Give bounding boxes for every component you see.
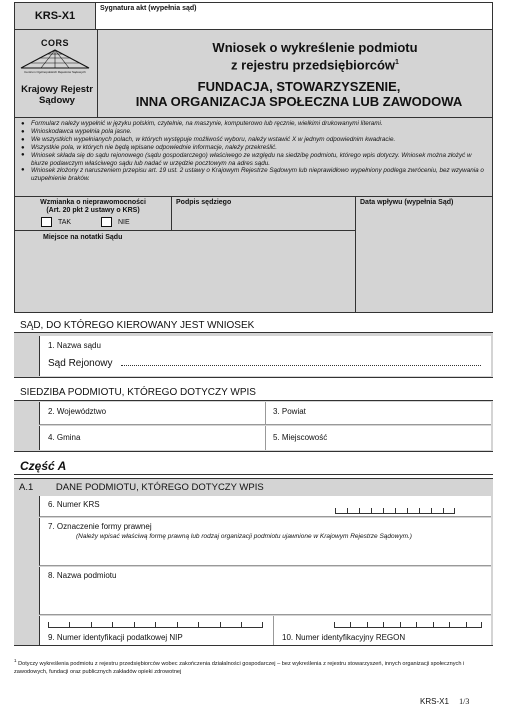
legal-rep-options — [41, 217, 171, 227]
form-title-line1: Wniosek o wykreślenie podmiotu — [212, 40, 418, 55]
logo-emblem-icon — [19, 48, 91, 70]
voivodeship-label: 2. Województwo — [48, 407, 107, 416]
court-section-heading: SĄD, DO KTÓREGO KIEROWANY JEST WNIOSEK — [20, 320, 255, 331]
registry-name — [17, 84, 97, 106]
nip-field[interactable] — [39, 616, 274, 645]
part-a-rule — [14, 474, 493, 475]
header-panel — [14, 29, 493, 118]
instructions-list — [19, 120, 488, 182]
entity-name-label: 8. Nazwa podmiotu — [48, 571, 117, 580]
krs-number-field[interactable] — [39, 496, 491, 517]
court-name-field[interactable] — [39, 336, 491, 376]
yes-label: TAK — [57, 218, 72, 226]
instruction-item: ● Formularz należy wypełnić w języku polskim, czytelnie, na maszynie, komputerowo lub ręcznie, wielkimi drukowanymi literami. — [19, 120, 488, 128]
received-date-cell — [355, 197, 492, 312]
yes-checkbox[interactable] — [41, 217, 52, 227]
court-section-body — [14, 332, 493, 378]
logo-text: CORS — [40, 38, 69, 48]
commune-label: 4. Gmina — [48, 433, 81, 442]
logo-subtext: Centrum Ogólnopolskich Rejestrów Sądowych — [24, 70, 86, 74]
no-checkbox[interactable] — [101, 217, 112, 227]
form-subtitle-line2: INNA ORGANIZACJA SPOŁECZNA LUB ZAWODOWA — [135, 94, 463, 109]
regon-combs — [334, 621, 482, 628]
footer-page-number: 1/3 — [459, 697, 470, 706]
section-a1-code: A.1 — [19, 482, 34, 493]
form-subtitle — [109, 79, 489, 109]
case-signature-label: Sygnatura akt (wypełnia sąd) — [100, 5, 197, 12]
form-subtitle-line1: FUNDACJA, STOWARZYSZENIE, — [197, 79, 401, 94]
part-a-heading: Część A — [20, 459, 67, 473]
regon-label: 10. Numer identyfikacyjny REGON — [282, 633, 406, 642]
judge-signature-label: Podpis sędziego — [176, 199, 232, 206]
legal-rep-cell — [15, 197, 172, 231]
footer-form-code: KRS-X1 — [420, 697, 449, 706]
form-code-cell — [14, 2, 96, 30]
form-title — [165, 40, 465, 72]
cors-logo — [19, 38, 91, 82]
seat-section-heading: SIEDZIBA PODMIOTU, KTÓREGO DOTYCZY WPIS — [20, 387, 256, 398]
registry-name-line2: Sądowy — [39, 95, 75, 106]
legal-rep-label-line2: (Art. 20 pkt 2 ustawy o KRS) — [46, 207, 140, 214]
footnote-text: Dotyczy wykreślenia podmiotu z rejestru przedsiębiorców wobec zakończenia działalności gospodarczej – bez wykreślenia z rejestru stowarzyszeń, innych organizacji społecznych i zawodowych, fundacji oraz publicznych zakładów opieki zdrowotnej — [14, 660, 465, 675]
form-title-footnote-mark: 1 — [395, 59, 399, 66]
krs-number-combs — [335, 507, 455, 514]
nip-combs — [48, 621, 263, 628]
nip-label: 9. Numer identyfikacji podatkowej NIP — [48, 633, 183, 642]
county-label: 3. Powiat — [273, 407, 306, 416]
krs-number-label: 6. Numer KRS — [48, 500, 100, 509]
received-date-label: Data wpływu (wypełnia Sąd) — [360, 199, 454, 206]
regon-field[interactable] — [274, 616, 491, 645]
voivodeship-field[interactable] — [39, 402, 266, 425]
legal-form-note: (Należy wpisać właściwą formę prawną lub rodzaj organizacji podmiotu ujawnione w Krajowym Rejestrze Sądowym.) — [76, 533, 412, 540]
entity-name-field[interactable] — [39, 567, 491, 615]
form-code: KRS-X1 — [34, 10, 76, 22]
court-notes-label: Miejsce na notatki Sądu — [43, 234, 123, 241]
section-a1-title: DANE PODMIOTU, KTÓREGO DOTYCZY WPIS — [55, 482, 264, 493]
case-signature-field[interactable] — [95, 2, 493, 30]
section-a1-panel — [14, 478, 493, 646]
footnote-mark: 1 — [14, 658, 17, 663]
section-a1-header — [19, 482, 264, 493]
locality-label: 5. Miejscowość — [273, 433, 328, 442]
court-name-line — [48, 357, 491, 369]
instruction-item: ● Wnioskodawca wypełnia pola jasne. — [19, 128, 488, 136]
instructions-panel — [14, 117, 493, 197]
court-name-dots — [121, 357, 481, 366]
instruction-item: ● Wniosek składa się do sądu rejonowego (sądu gospodarczego) właściwego ze względu na siedzibę podmiotu, którego wpis dotyczy. Wniosek można złożyć w biurze podawczym właściwego sądu lub nadać w urzędzie pocztowym na adres sądu. — [19, 152, 488, 167]
instruction-item: ● Wniosek złożony z naruszeniem przepisu art. 19 ust. 2 ustawy o Krajowym Rejestrze Sądowym lub nieprawidłowo wypełniony podlega zwróceniu, bez wzywania o uzupełnienie braków. — [19, 167, 488, 182]
court-name-prefix: Sąd Rejonowy — [48, 358, 113, 369]
legal-rep-label-line1: Wzmianka o nieprawomocności — [40, 199, 146, 206]
locality-field[interactable] — [266, 426, 491, 450]
instruction-item: ● Wszystkie pola, w których nie będą wpisane odpowiednie informacje, należy przekreślić. — [19, 144, 488, 152]
court-name-label: 1. Nazwa sądu — [48, 341, 101, 350]
court-use-panel — [14, 196, 493, 313]
registry-name-line1: Krajowy Rejestr — [21, 84, 93, 95]
legal-form-field[interactable] — [39, 518, 491, 566]
commune-field[interactable] — [39, 426, 266, 450]
seat-section-body — [14, 400, 493, 452]
page-footer — [420, 697, 496, 706]
legal-form-label: 7. Oznaczenie formy prawnej — [48, 522, 152, 531]
footnote — [14, 657, 492, 676]
county-field[interactable] — [266, 402, 491, 425]
form-title-line2: z rejestru przedsiębiorców — [231, 57, 396, 73]
instruction-item: ● We wszystkich wypełnianych polach, w których występuje możliwość wyboru, należy wstawić X w jednym odpowiednim kwadracie. — [19, 136, 488, 144]
judge-signature-cell — [172, 197, 355, 231]
header-divider — [97, 30, 98, 117]
legal-rep-label — [15, 199, 171, 215]
no-label: NIE — [117, 218, 130, 226]
